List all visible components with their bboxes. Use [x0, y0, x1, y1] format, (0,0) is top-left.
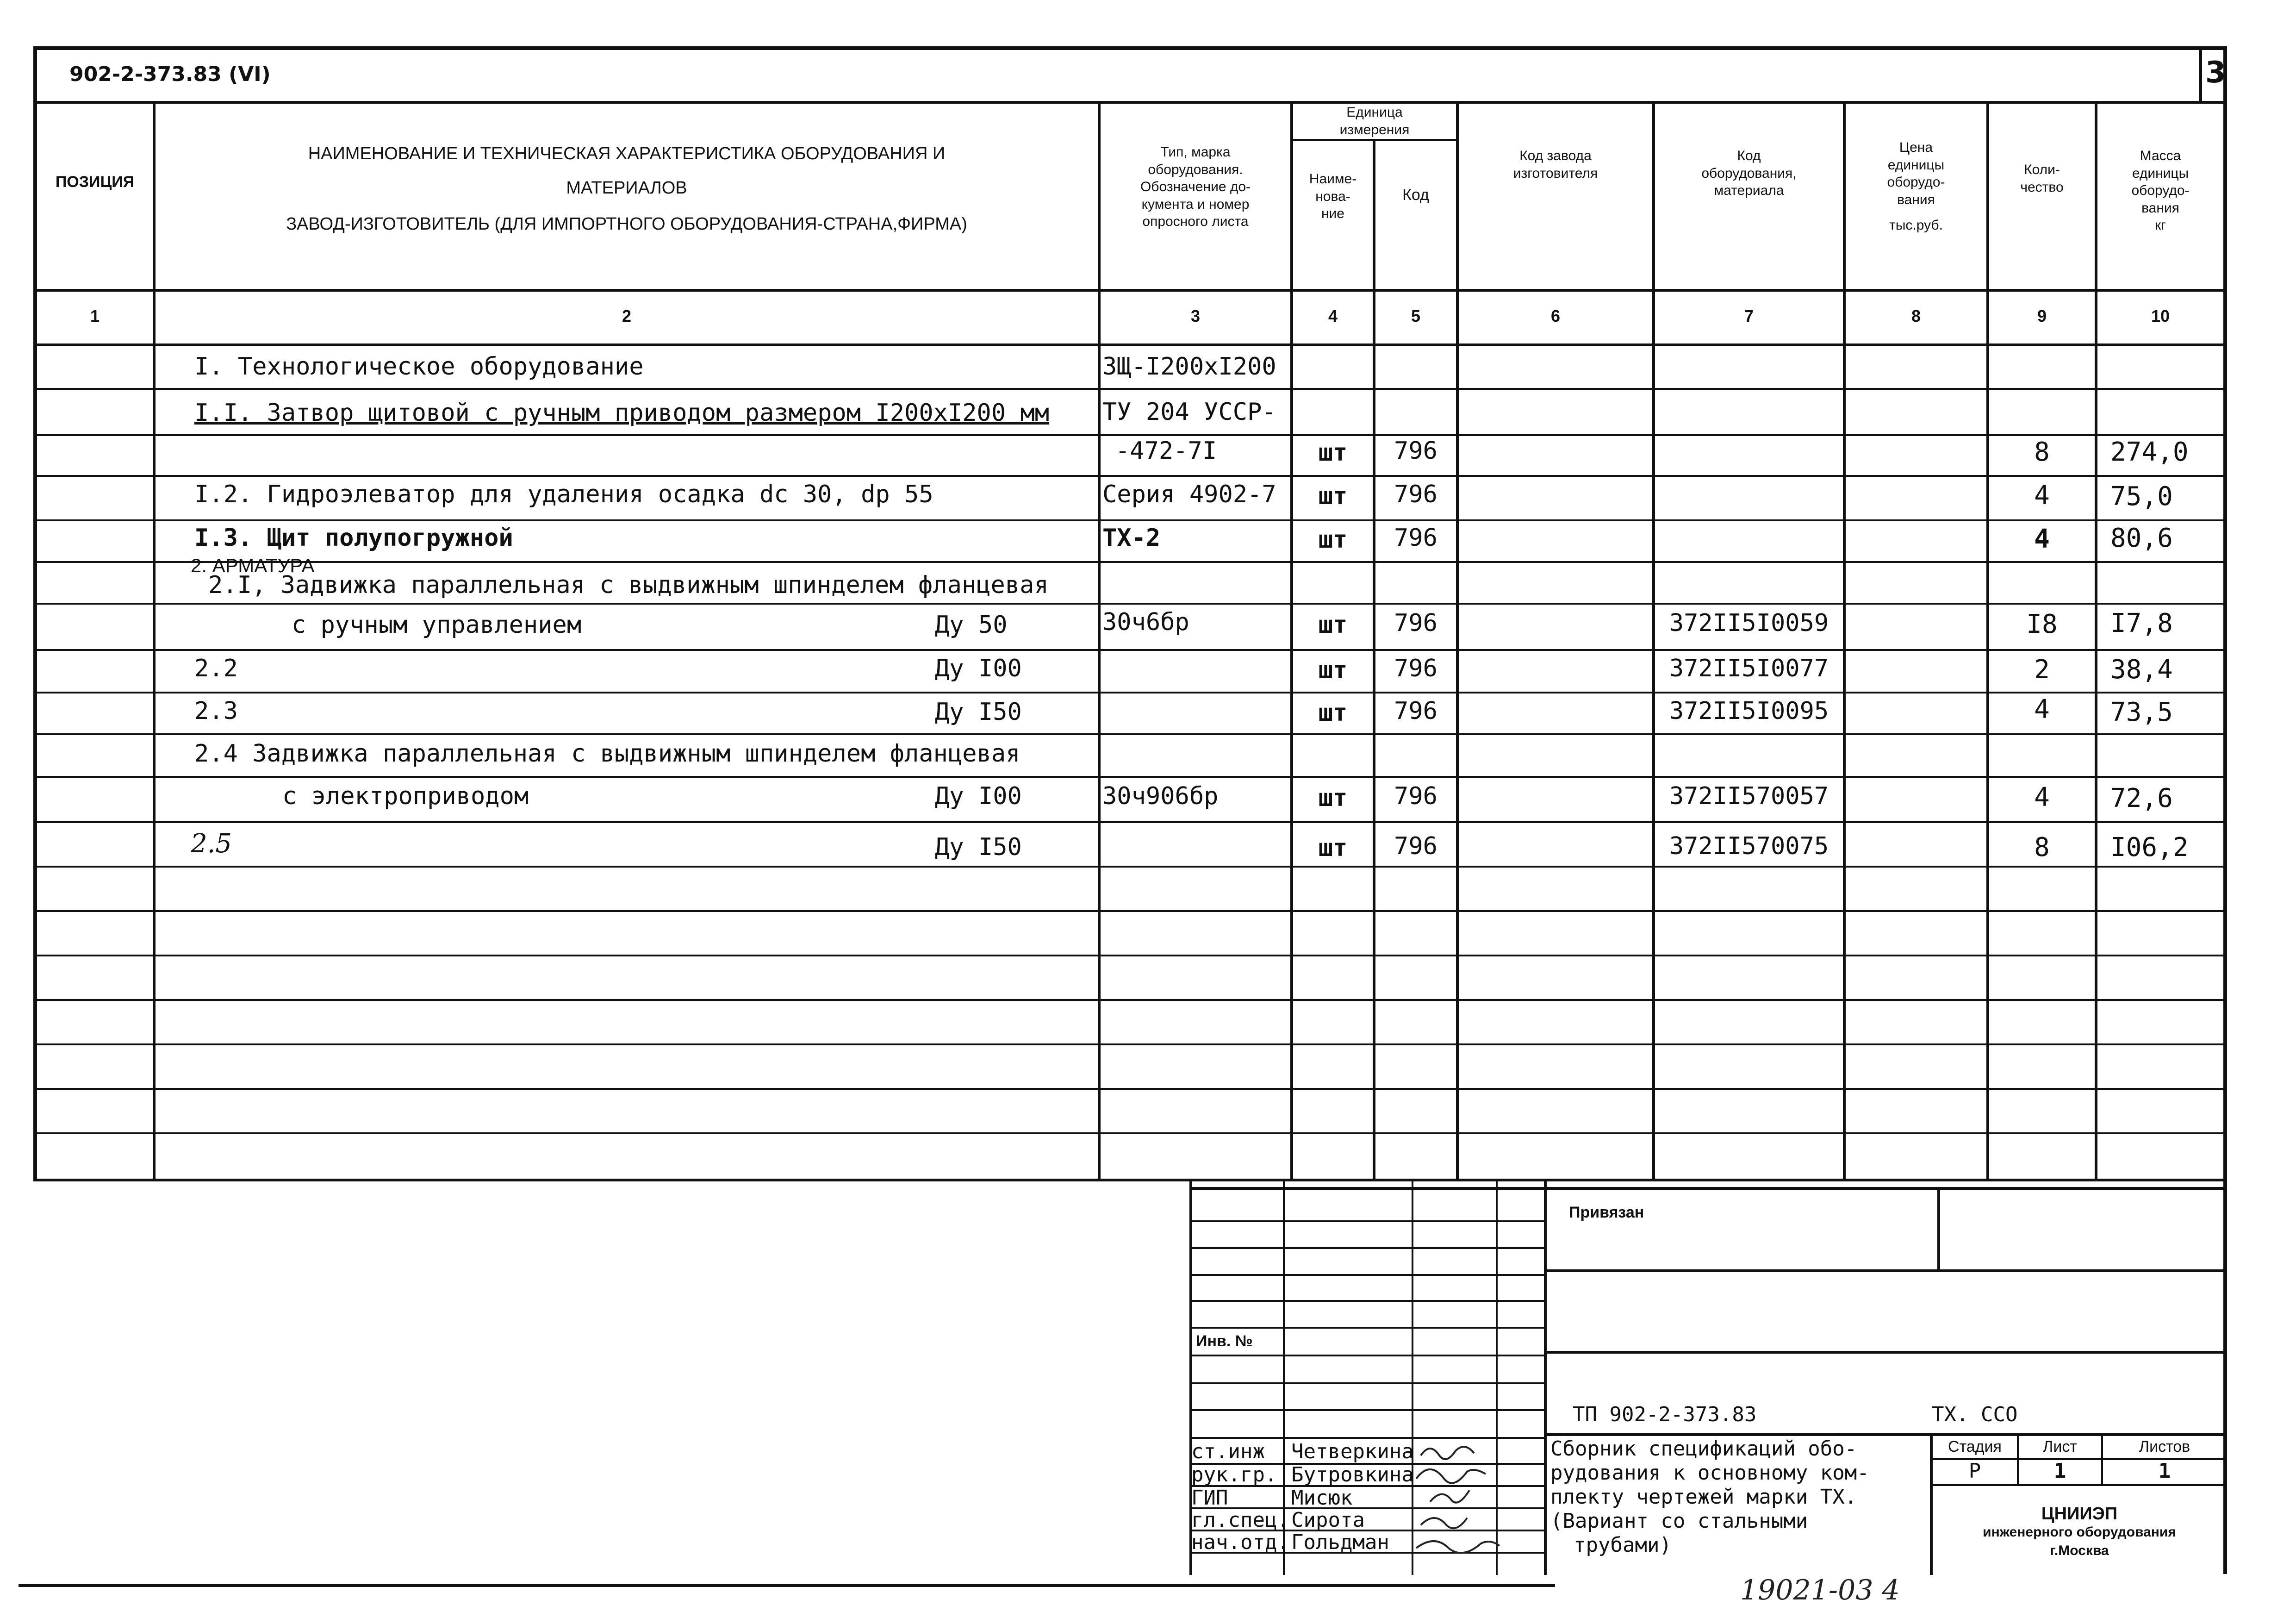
row-qty: I8	[2026, 609, 2058, 639]
signature-mark	[1421, 1518, 1467, 1528]
stamp-row	[1189, 1382, 1546, 1384]
stamp-row	[1189, 1220, 1546, 1222]
row-name: с ручным управлением	[292, 611, 582, 639]
row-line	[33, 999, 2227, 1001]
row-line	[33, 434, 2227, 436]
row-mass: 73,5	[2110, 697, 2173, 727]
stamp-person: Четверкина	[1291, 1440, 1414, 1463]
document-title: Сборник спецификаций обо- рудования к основному ком- плекту чертежей марки ТХ. (Вариант со стальными трубами)	[1550, 1437, 1869, 1557]
header-factory-code: Код завода изготовителя	[1513, 148, 1598, 181]
row-unit: шт	[1318, 439, 1348, 467]
row-mass: 75,0	[2110, 481, 2173, 512]
row-mass: 80,6	[2110, 523, 2173, 553]
row-code: 796	[1394, 655, 1437, 682]
row-line	[33, 649, 2227, 651]
stage-box-row	[1930, 1484, 2226, 1486]
section-heading: 2. АРМАТУРА	[191, 555, 315, 576]
header-bottom	[33, 289, 2227, 292]
header-name-line2: МАТЕРИАЛОВ	[566, 178, 687, 198]
row-du: Ду I50	[935, 698, 1022, 726]
row-line	[33, 1132, 2227, 1134]
stamp-row	[1189, 1409, 1546, 1411]
row-name: 2.2	[194, 655, 238, 682]
col-line-2	[1098, 101, 1101, 1181]
row-mass: 274,0	[2110, 437, 2189, 467]
stamp-row	[1189, 1327, 1546, 1329]
column-number: 5	[1411, 306, 1421, 325]
row-code: 796	[1394, 832, 1437, 860]
row-unit: шт	[1318, 482, 1348, 510]
row-name: I. Технологическое оборудование	[194, 353, 644, 381]
row-mass: 72,6	[2110, 783, 2173, 813]
row-qty: 8	[2034, 832, 2050, 862]
row-type: -472-7I	[1115, 437, 1217, 465]
stamp-role: гл.спец.	[1191, 1508, 1289, 1532]
row-code: 796	[1394, 782, 1437, 810]
row-du: Ду I50	[935, 833, 1022, 861]
stamp-line	[1544, 1269, 2226, 1272]
frame-bottom	[19, 1584, 1555, 1587]
stamp-role: рук.гр.	[1191, 1463, 1277, 1487]
row-equipment-code: 372II5I0095	[1669, 697, 1829, 725]
document-mark: ТХ. ССО	[1932, 1403, 2018, 1426]
sheet-number: 3	[2205, 56, 2226, 90]
column-number: 6	[1550, 306, 1561, 325]
row-equipment-code: 372II570075	[1669, 832, 1829, 860]
row-name: 2.3	[194, 697, 238, 725]
privyazan-divider	[1937, 1187, 1940, 1271]
row-code: 796	[1394, 437, 1437, 465]
row-qty: 8	[2034, 437, 2050, 467]
row-name: 2.I, Задвижка параллельная с выдвижным шпинделем фланцевая	[208, 571, 1049, 599]
row-qty: 4	[2034, 481, 2050, 511]
header-price: Цена единицы оборудо- вания тыс.руб.	[1887, 140, 1945, 233]
row-line	[33, 388, 2227, 390]
row-line	[33, 692, 2227, 693]
sheets-header: Листов	[2139, 1438, 2190, 1455]
row-unit: шт	[1318, 611, 1348, 639]
row-mass: 38,4	[2110, 655, 2173, 685]
col-line-7	[1843, 101, 1846, 1181]
row-code: 796	[1394, 524, 1437, 552]
archive-number: 19021-03 4	[1740, 1574, 1900, 1606]
row-du: Ду I00	[935, 655, 1022, 682]
row-unit: шт	[1318, 784, 1348, 812]
row-mass: I06,2	[2110, 832, 2189, 862]
project-code: ТП 902-2-373.83	[1573, 1403, 1757, 1426]
column-number: 1	[90, 306, 100, 325]
row-unit: шт	[1318, 834, 1348, 862]
frame-right	[2223, 46, 2227, 1574]
col-line-9	[2095, 101, 2097, 1181]
sheet-box-left	[2199, 46, 2202, 104]
header-quantity: Коли- чество	[2020, 162, 2064, 195]
row-line	[33, 910, 2227, 912]
row-line	[33, 776, 2227, 778]
stamp-row	[1189, 1355, 1546, 1356]
stamp-row	[1189, 1274, 1546, 1276]
header-type: Тип, марка оборудования. Обозначение до- кумента и номер опросного листа	[1140, 144, 1251, 229]
header-name-line1: НАИМЕНОВАНИЕ И ТЕХНИЧЕСКАЯ ХАРАКТЕРИСТИКА ОБОРУДОВАНИЯ И	[308, 144, 946, 163]
header-unit-group: Единица измерения	[1339, 105, 1410, 137]
row-unit: шт	[1318, 656, 1348, 684]
signature-mark	[1416, 1541, 1500, 1553]
row-type: 30ч6бр	[1102, 608, 1189, 636]
row-qty: 4	[2034, 694, 2050, 725]
row-line	[33, 866, 2227, 868]
document-code: 902-2-373.83 (VI)	[69, 62, 271, 86]
row-type: ТУ 204 УССР-	[1102, 398, 1276, 426]
sheet-header: Лист	[2043, 1438, 2077, 1455]
row-du: Ду I00	[935, 782, 1022, 810]
col-line-3	[1290, 101, 1293, 1181]
row-qty: 4	[2034, 524, 2050, 554]
code-strip-bottom	[33, 101, 2227, 104]
stamp-person: Гольдман	[1291, 1530, 1389, 1554]
row-line	[33, 821, 2227, 823]
stage-value: Р	[1968, 1459, 1981, 1483]
col-line-1	[153, 101, 156, 1181]
colnum-bottom	[33, 344, 2227, 346]
col-line-8	[1986, 101, 1989, 1181]
header-position: ПОЗИЦИЯ	[55, 173, 135, 191]
row-name: с электроприводом	[282, 782, 529, 810]
signature-mark	[1416, 1469, 1486, 1483]
stamp-row	[1189, 1247, 1546, 1249]
column-number: 7	[1744, 306, 1754, 325]
row-code: 796	[1394, 697, 1437, 725]
row-name: I.I. Затвор щитовой с ручным приводом размером I200xI200 мм	[194, 399, 1050, 427]
signatures	[1412, 1437, 1546, 1576]
row-line	[33, 603, 2227, 605]
column-number: 10	[2151, 306, 2170, 325]
stamp-person: Мисюк	[1291, 1486, 1353, 1510]
row-name: 2.5	[191, 829, 232, 859]
stamp-top	[1189, 1187, 2226, 1190]
header-mass: Масса единицы оборудо- вания кг	[2131, 148, 2190, 233]
row-code: 796	[1394, 481, 1437, 508]
row-line	[33, 519, 2227, 521]
row-mass: I7,8	[2110, 608, 2173, 638]
column-number: 3	[1190, 306, 1201, 325]
privyazan-label: Привязан	[1569, 1204, 1644, 1221]
row-line	[33, 733, 2227, 735]
row-line	[33, 475, 2227, 477]
stamp-person: Бутровкина	[1291, 1463, 1414, 1487]
signature-mark	[1421, 1447, 1474, 1459]
stamp-role: ГИП	[1191, 1486, 1228, 1510]
row-type: ЗЩ-I200xI200	[1102, 353, 1276, 381]
table-bottom	[33, 1179, 2227, 1181]
row-type: Серия 4902-7	[1102, 481, 1276, 508]
row-unit: шт	[1318, 526, 1348, 554]
column-number: 2	[622, 306, 632, 325]
signature-mark	[1430, 1490, 1469, 1503]
row-type: 30ч906бр	[1102, 782, 1219, 810]
col-line-5	[1456, 101, 1459, 1181]
row-line	[33, 1088, 2227, 1090]
sheet-value: 1	[2053, 1459, 2066, 1483]
row-code: 796	[1394, 609, 1437, 637]
row-name: I.3. Щит полупогружной	[194, 524, 513, 552]
row-line	[33, 1043, 2227, 1045]
row-du: Ду 50	[935, 611, 1008, 639]
frame-top	[33, 46, 2227, 50]
row-line	[33, 955, 2227, 956]
unit-group-line	[1290, 139, 1459, 141]
stamp-line	[1544, 1433, 2226, 1436]
frame-left	[33, 46, 37, 1181]
row-equipment-code: 372II5I0077	[1669, 655, 1829, 682]
row-equipment-code: 372II5I0059	[1669, 609, 1829, 637]
row-unit: шт	[1318, 699, 1348, 727]
header-name-line3: ЗАВОД-ИЗГОТОВИТЕЛЬ (ДЛЯ ИМПОРТНОГО ОБОРУДОВАНИЯ-СТРАНА,ФИРМА)	[286, 214, 967, 234]
column-number: 9	[2037, 306, 2047, 325]
row-line	[33, 561, 2227, 563]
row-qty: 2	[2034, 655, 2050, 685]
stage-header: Стадия	[1948, 1438, 2002, 1455]
row-type: ТХ-2	[1102, 524, 1161, 552]
stamp-line	[1544, 1351, 2226, 1354]
column-number: 4	[1328, 306, 1338, 325]
sheets-value: 1	[2158, 1459, 2171, 1483]
stamp-person: Сирота	[1291, 1508, 1365, 1532]
inv-number-label: Инв. №	[1196, 1332, 1253, 1350]
row-name: I.2. Гидроэлеватор для удаления осадка dc 30, dp 55	[194, 481, 933, 508]
column-number: 8	[1911, 306, 1921, 325]
organization: ЦНИИЭП инженерного оборудования г.Москва	[1983, 1504, 2176, 1558]
row-name: 2.4 Задвижка параллельная с выдвижным шпинделем фланцевая	[194, 740, 1020, 768]
header-unit-name: Наиме- нова- ние	[1309, 171, 1357, 221]
stamp-role: ст.инж	[1191, 1440, 1265, 1463]
header-unit-code: Код	[1402, 186, 1429, 204]
stamp-row	[1189, 1300, 1546, 1302]
stamp-role: нач.отд.	[1191, 1530, 1289, 1554]
col-line-6	[1652, 101, 1655, 1181]
row-equipment-code: 372II570057	[1669, 782, 1829, 810]
header-equipment-code: Код оборудования, материала	[1701, 148, 1797, 198]
row-qty: 4	[2034, 782, 2050, 812]
